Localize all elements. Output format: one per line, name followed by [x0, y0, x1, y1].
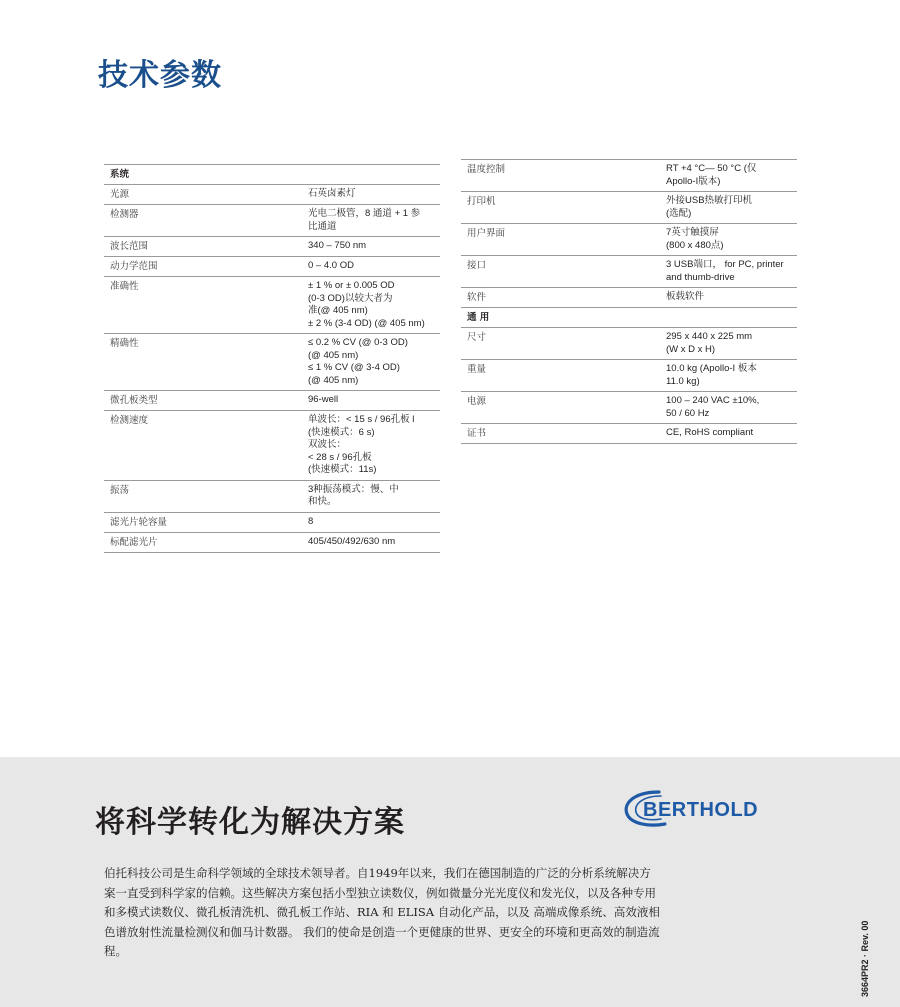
- spec-label: 检测速度: [110, 415, 149, 426]
- spec-value: 石英卤素灯: [308, 188, 356, 199]
- spec-value: 光电二极管，8 通道 + 1 参 比通道: [308, 208, 421, 232]
- spec-value: [666, 311, 797, 324]
- spec-row: [104, 391, 440, 411]
- spec-label: 精确性: [110, 338, 139, 349]
- spec-label: 波长范围: [110, 241, 149, 252]
- slogan: 将科学转化为解决方案: [95, 805, 405, 840]
- spec-value: 340 – 750 nm: [308, 240, 367, 251]
- spec-label: 软件: [467, 292, 487, 303]
- spec-table-right: [461, 159, 797, 444]
- spec-label: 温度控制: [467, 164, 506, 175]
- spec-label: 振荡: [110, 484, 130, 496]
- spec-row: [104, 237, 440, 257]
- spec-table-left: [104, 164, 440, 553]
- spec-row: [461, 360, 797, 392]
- spec-value: 295 x 440 x 225 mm (W x D x H): [666, 331, 753, 355]
- spec-value: CE, RoHS compliant: [666, 427, 754, 438]
- spec-row: [104, 334, 440, 391]
- spec-row: [461, 288, 797, 308]
- spec-value: [308, 168, 440, 181]
- spec-value: 板载软件: [666, 291, 705, 302]
- spec-label: 系统: [110, 169, 130, 180]
- spec-value: 405/450/492/630 nm: [308, 535, 396, 547]
- spec-value: 96-well: [308, 394, 339, 405]
- company-description: 伯托科技公司是生命科学领域的全球技术领导者。自1949年以来，我们在德国制造的广泛的分析系统解决方案一直受到科学家的信赖。这些解决方案包括小型独立读数仪，例如微量分光光度仪和发光仪，以及各种专用和多模式读数仪、微孔板清洗机、微孔板工作站、RIA 和 ELISA 自动化产品，以及 高端成像系统、高效液相色谱放射性流量检测仪和伽马计数器。 我们的使命是创造一个更健康的世界、更安全的环境和更高效的制造流程。: [104, 866, 660, 958]
- page-title: 技术参数: [98, 58, 222, 93]
- spec-value: 10.0 kg (Apollo-I 板本 11.0 kg): [666, 363, 757, 387]
- spec-label: 电源: [467, 396, 487, 407]
- spec-label: 重量: [467, 364, 487, 375]
- spec-value: 外接USB热敏打印机 (选配): [666, 195, 753, 219]
- spec-label: 检测器: [110, 209, 139, 220]
- spec-value: 100 – 240 VAC ±10%, 50 / 60 Hz: [666, 395, 760, 419]
- spec-row: [461, 160, 797, 192]
- logo-text: BERTHOLD: [643, 799, 759, 821]
- spec-value: 3种振荡模式：慢、中 和快。: [308, 483, 399, 507]
- footer-band: [0, 757, 900, 1007]
- spec-row: [104, 481, 440, 513]
- spec-value: 8: [308, 515, 314, 527]
- spec-row: [461, 256, 797, 288]
- spec-row: [104, 257, 440, 277]
- spec-row: [104, 513, 440, 533]
- spec-label: 打印机: [467, 196, 496, 207]
- document-reference: 3664PR2 · Rev. 00: [860, 920, 870, 997]
- spec-value: 7英寸触摸屏 (800 x 480点): [666, 227, 724, 251]
- spec-value: ≤ 0.2 % CV (@ 0-3 OD) (@ 405 nm) ≤ 1 % CV (@ 3-4 OD) (@ 405 nm): [308, 337, 408, 386]
- spec-row: [104, 185, 440, 205]
- spec-label: 标配滤光片: [110, 536, 158, 548]
- spec-row: [461, 424, 797, 444]
- section-header-row: [104, 165, 440, 185]
- spec-value: 3 USB端口， for PC, printer and thumb-drive: [666, 259, 784, 283]
- spec-row: [461, 328, 797, 360]
- spec-label: 通 用: [467, 312, 490, 323]
- spec-label: 接口: [467, 260, 487, 271]
- spec-label: 准确性: [110, 281, 139, 292]
- berthold-logo: [621, 787, 801, 829]
- spec-row: [104, 533, 440, 553]
- spec-label: 尺寸: [467, 332, 487, 343]
- spec-label: 滤光片轮容量: [110, 516, 168, 528]
- spec-row: [461, 192, 797, 224]
- spec-row: [104, 277, 440, 334]
- spec-label: 微孔板类型: [110, 395, 158, 406]
- spec-value: 0 – 4.0 OD: [308, 260, 354, 271]
- spec-row: [104, 411, 440, 481]
- spec-label: 用户界面: [467, 228, 506, 239]
- spec-label: 证书: [467, 428, 487, 439]
- spec-value: 单波长：< 15 s / 96孔板 l (快速模式：6 s) 双波长： < 28 s / 96孔板 (快速模式：11s): [308, 414, 415, 475]
- spec-label: 光源: [110, 189, 130, 200]
- spec-label: 动力学范围: [110, 261, 158, 272]
- spec-value: ± 1 % or ± 0.005 OD (0-3 OD)以较大者为 准(@ 405 nm) ± 2 % (3-4 OD) (@ 405 nm): [308, 280, 425, 329]
- spec-row: [461, 392, 797, 424]
- spec-row: [104, 205, 440, 237]
- section-header-row: [461, 308, 797, 328]
- spec-value: RT +4 °C— 50 °C (仅 Apollo-I版本): [666, 163, 757, 187]
- spec-row: [461, 224, 797, 256]
